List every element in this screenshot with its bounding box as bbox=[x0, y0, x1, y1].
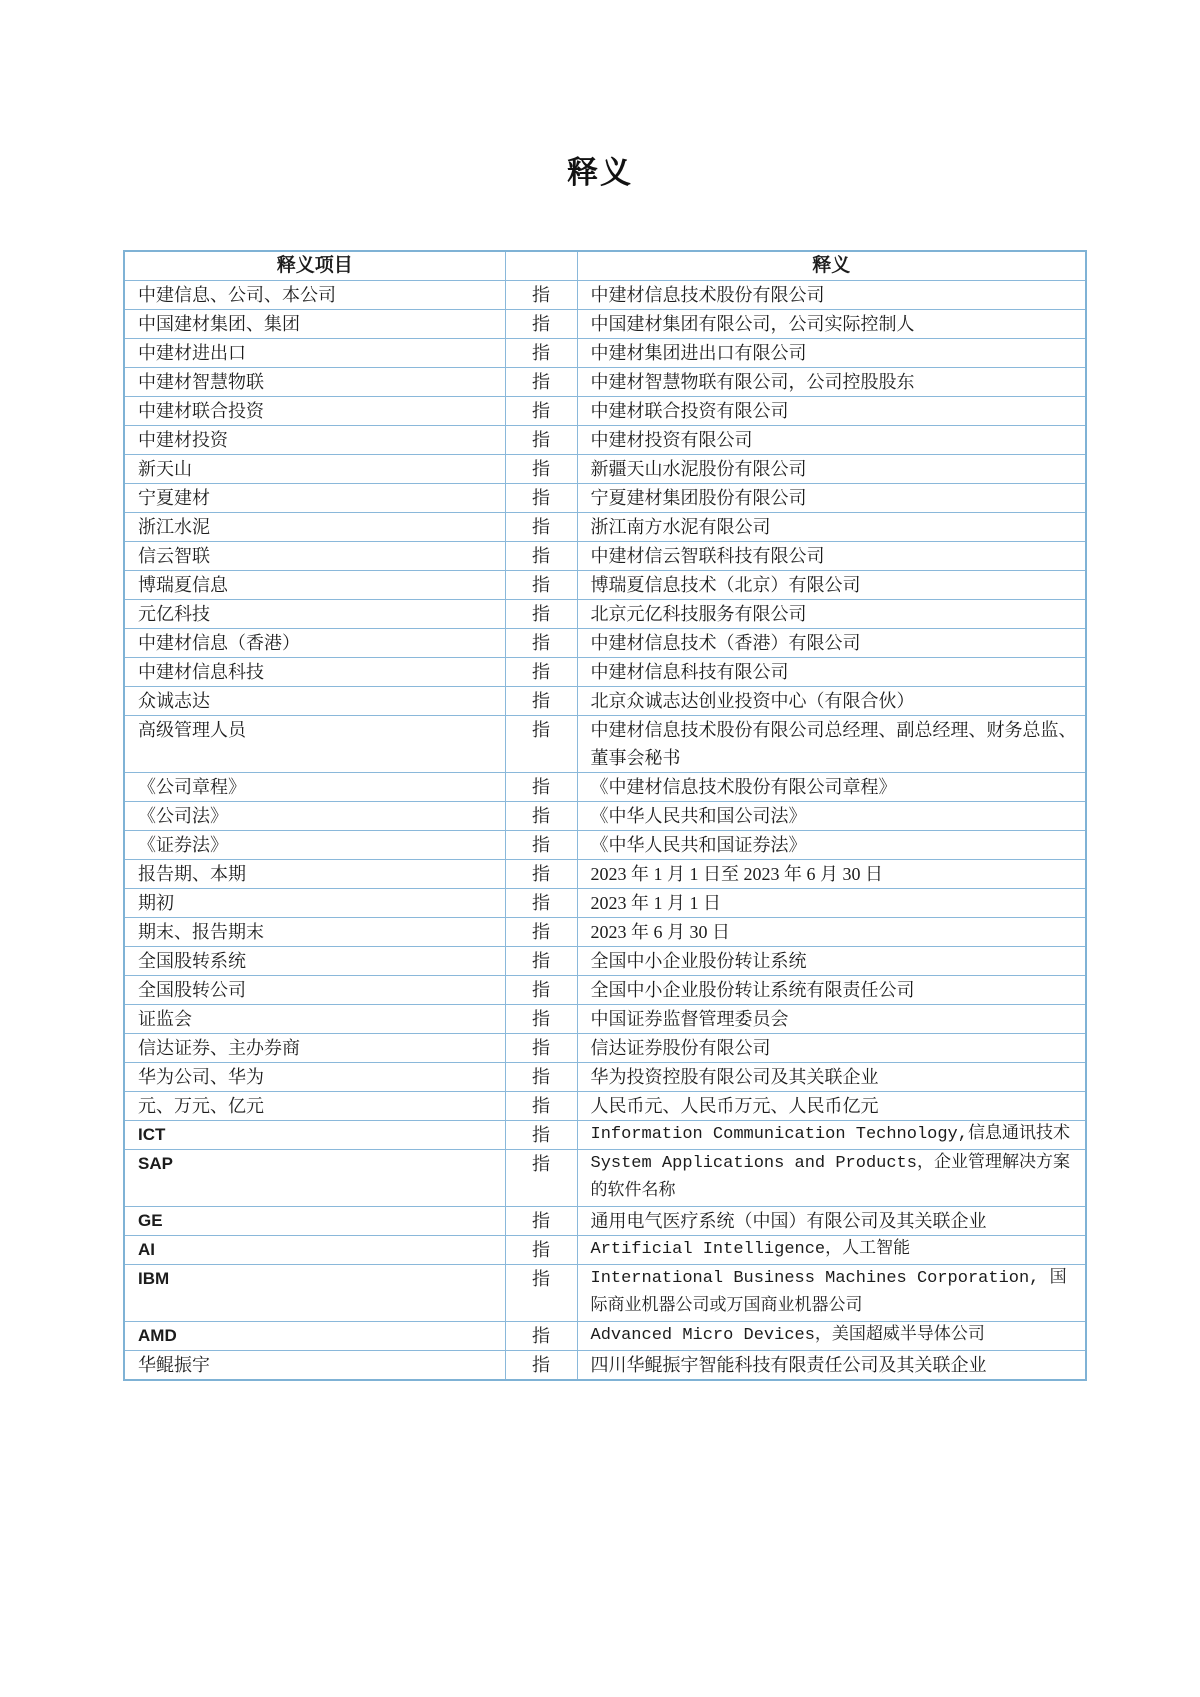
definition-text-cell: 中建材信息科技有限公司 bbox=[577, 658, 1086, 687]
definition-text-cell: 新疆天山水泥股份有限公司 bbox=[577, 455, 1086, 484]
definition-text-cell: 全国中小企业股份转让系统 bbox=[577, 947, 1086, 976]
definition-text-cell: International Business Machines Corporation, 国际商业机器公司或万国商业机器公司 bbox=[577, 1265, 1086, 1322]
table-row bbox=[124, 802, 1086, 831]
refers-to-cell: 指 bbox=[505, 802, 577, 831]
definition-item-cell: ICT bbox=[124, 1121, 505, 1150]
table-row bbox=[124, 600, 1086, 629]
definition-item-cell: 中建材进出口 bbox=[124, 339, 505, 368]
definition-item-cell: 元、万元、亿元 bbox=[124, 1092, 505, 1121]
definition-item-cell: 《公司法》 bbox=[124, 802, 505, 831]
definition-text-cell: 中建材智慧物联有限公司，公司控股股东 bbox=[577, 368, 1086, 397]
table-row bbox=[124, 484, 1086, 513]
definition-item-cell: 高级管理人员 bbox=[124, 716, 505, 773]
definition-text-cell: 华为投资控股有限公司及其关联企业 bbox=[577, 1063, 1086, 1092]
table-row bbox=[124, 310, 1086, 339]
table-row bbox=[124, 687, 1086, 716]
refers-to-cell: 指 bbox=[505, 1121, 577, 1150]
definition-item-cell: 中建材投资 bbox=[124, 426, 505, 455]
header-definition-column: 释义 bbox=[577, 251, 1086, 281]
definition-item-cell: 全国股转公司 bbox=[124, 976, 505, 1005]
definition-item-cell: 中建材信息（香港） bbox=[124, 629, 505, 658]
refers-to-cell: 指 bbox=[505, 1034, 577, 1063]
table-row bbox=[124, 976, 1086, 1005]
table-row bbox=[124, 1150, 1086, 1207]
refers-to-cell: 指 bbox=[505, 426, 577, 455]
table-row bbox=[124, 1207, 1086, 1236]
definition-item-cell: 宁夏建材 bbox=[124, 484, 505, 513]
definition-item-cell: AI bbox=[124, 1236, 505, 1265]
refers-to-cell: 指 bbox=[505, 976, 577, 1005]
refers-to-cell: 指 bbox=[505, 310, 577, 339]
header-row bbox=[124, 251, 1086, 281]
definition-item-cell: 中建材智慧物联 bbox=[124, 368, 505, 397]
definitions-table-body bbox=[124, 281, 1086, 1381]
refers-to-cell: 指 bbox=[505, 600, 577, 629]
definition-text-cell: 北京众诚志达创业投资中心（有限合伙） bbox=[577, 687, 1086, 716]
definition-item-cell: 信达证券、主办券商 bbox=[124, 1034, 505, 1063]
definition-text-cell: 中建材信息技术（香港）有限公司 bbox=[577, 629, 1086, 658]
definition-item-cell: 证监会 bbox=[124, 1005, 505, 1034]
definitions-table-header bbox=[124, 251, 1086, 281]
refers-to-cell: 指 bbox=[505, 860, 577, 889]
refers-to-cell: 指 bbox=[505, 484, 577, 513]
definition-text-cell: 人民币元、人民币万元、人民币亿元 bbox=[577, 1092, 1086, 1121]
refers-to-cell: 指 bbox=[505, 658, 577, 687]
refers-to-cell: 指 bbox=[505, 1265, 577, 1322]
refers-to-cell: 指 bbox=[505, 339, 577, 368]
definition-item-cell: IBM bbox=[124, 1265, 505, 1322]
table-row bbox=[124, 571, 1086, 600]
table-row bbox=[124, 889, 1086, 918]
definition-text-cell: 北京元亿科技服务有限公司 bbox=[577, 600, 1086, 629]
refers-to-cell: 指 bbox=[505, 571, 577, 600]
refers-to-cell: 指 bbox=[505, 397, 577, 426]
table-row bbox=[124, 1265, 1086, 1322]
refers-to-cell: 指 bbox=[505, 773, 577, 802]
definition-text-cell: Artificial Intelligence，人工智能 bbox=[577, 1236, 1086, 1265]
definition-text-cell: 中建材信云智联科技有限公司 bbox=[577, 542, 1086, 571]
definition-item-cell: 中国建材集团、集团 bbox=[124, 310, 505, 339]
refers-to-cell: 指 bbox=[505, 1063, 577, 1092]
table-row bbox=[124, 368, 1086, 397]
definition-item-cell: 浙江水泥 bbox=[124, 513, 505, 542]
table-row bbox=[124, 918, 1086, 947]
table-row bbox=[124, 1351, 1086, 1381]
header-middle-column bbox=[505, 251, 577, 281]
refers-to-cell: 指 bbox=[505, 687, 577, 716]
definition-text-cell: 博瑞夏信息技术（北京）有限公司 bbox=[577, 571, 1086, 600]
table-row bbox=[124, 1063, 1086, 1092]
refers-to-cell: 指 bbox=[505, 1150, 577, 1207]
page-title: 释义 bbox=[567, 155, 633, 190]
definition-text-cell: 中建材信息技术股份有限公司总经理、副总经理、财务总监、董事会秘书 bbox=[577, 716, 1086, 773]
definition-text-cell: System Applications and Products，企业管理解决方案的软件名称 bbox=[577, 1150, 1086, 1207]
definition-text-cell: 浙江南方水泥有限公司 bbox=[577, 513, 1086, 542]
definition-text-cell: Advanced Micro Devices，美国超威半导体公司 bbox=[577, 1322, 1086, 1351]
refers-to-cell: 指 bbox=[505, 1236, 577, 1265]
refers-to-cell: 指 bbox=[505, 1322, 577, 1351]
table-row bbox=[124, 1121, 1086, 1150]
table-row bbox=[124, 1005, 1086, 1034]
table-row bbox=[124, 455, 1086, 484]
table-row bbox=[124, 426, 1086, 455]
definition-item-cell: 期初 bbox=[124, 889, 505, 918]
definition-item-cell: 《证券法》 bbox=[124, 831, 505, 860]
definition-text-cell: 中国证券监督管理委员会 bbox=[577, 1005, 1086, 1034]
definition-item-cell: 众诚志达 bbox=[124, 687, 505, 716]
refers-to-cell: 指 bbox=[505, 918, 577, 947]
refers-to-cell: 指 bbox=[505, 1092, 577, 1121]
definition-text-cell: 中建材集团进出口有限公司 bbox=[577, 339, 1086, 368]
table-row bbox=[124, 658, 1086, 687]
definition-text-cell: 2023 年 6 月 30 日 bbox=[577, 918, 1086, 947]
definition-text-cell: 中建材投资有限公司 bbox=[577, 426, 1086, 455]
table-row bbox=[124, 339, 1086, 368]
refers-to-cell: 指 bbox=[505, 455, 577, 484]
definition-text-cell: 信达证券股份有限公司 bbox=[577, 1034, 1086, 1063]
definition-item-cell: 华鲲振宇 bbox=[124, 1351, 505, 1381]
definition-text-cell: 宁夏建材集团股份有限公司 bbox=[577, 484, 1086, 513]
table-row bbox=[124, 860, 1086, 889]
definition-text-cell: Information Communication Technology,信息通讯技术 bbox=[577, 1121, 1086, 1150]
table-row bbox=[124, 1236, 1086, 1265]
refers-to-cell: 指 bbox=[505, 368, 577, 397]
table-row bbox=[124, 1322, 1086, 1351]
definition-item-cell: 信云智联 bbox=[124, 542, 505, 571]
table-row bbox=[124, 397, 1086, 426]
refers-to-cell: 指 bbox=[505, 716, 577, 773]
refers-to-cell: 指 bbox=[505, 1207, 577, 1236]
table-row bbox=[124, 773, 1086, 802]
table-row bbox=[124, 1034, 1086, 1063]
definition-item-cell: 中建材信息科技 bbox=[124, 658, 505, 687]
definitions-table bbox=[123, 250, 1087, 1381]
definition-item-cell: 新天山 bbox=[124, 455, 505, 484]
definition-item-cell: 期末、报告期末 bbox=[124, 918, 505, 947]
table-row bbox=[124, 629, 1086, 658]
definition-text-cell: 2023 年 1 月 1 日至 2023 年 6 月 30 日 bbox=[577, 860, 1086, 889]
refers-to-cell: 指 bbox=[505, 831, 577, 860]
definition-item-cell: 报告期、本期 bbox=[124, 860, 505, 889]
refers-to-cell: 指 bbox=[505, 889, 577, 918]
definition-item-cell: 博瑞夏信息 bbox=[124, 571, 505, 600]
definition-text-cell: 中建材联合投资有限公司 bbox=[577, 397, 1086, 426]
definition-item-cell: 《公司章程》 bbox=[124, 773, 505, 802]
refers-to-cell: 指 bbox=[505, 947, 577, 976]
definition-text-cell: 全国中小企业股份转让系统有限责任公司 bbox=[577, 976, 1086, 1005]
definition-item-cell: SAP bbox=[124, 1150, 505, 1207]
definition-text-cell: 通用电气医疗系统（中国）有限公司及其关联企业 bbox=[577, 1207, 1086, 1236]
definition-item-cell: 元亿科技 bbox=[124, 600, 505, 629]
table-row bbox=[124, 513, 1086, 542]
table-row bbox=[124, 542, 1086, 571]
definition-text-cell: 《中华人民共和国证券法》 bbox=[577, 831, 1086, 860]
definition-item-cell: 华为公司、华为 bbox=[124, 1063, 505, 1092]
definition-item-cell: AMD bbox=[124, 1322, 505, 1351]
header-item-column: 释义项目 bbox=[124, 251, 505, 281]
definition-text-cell: 中国建材集团有限公司，公司实际控制人 bbox=[577, 310, 1086, 339]
definition-item-cell: 中建信息、公司、本公司 bbox=[124, 281, 505, 310]
definition-text-cell: 《中华人民共和国公司法》 bbox=[577, 802, 1086, 831]
refers-to-cell: 指 bbox=[505, 1351, 577, 1381]
table-row bbox=[124, 716, 1086, 773]
refers-to-cell: 指 bbox=[505, 629, 577, 658]
table-row bbox=[124, 947, 1086, 976]
definition-text-cell: 中建材信息技术股份有限公司 bbox=[577, 281, 1086, 310]
refers-to-cell: 指 bbox=[505, 1005, 577, 1034]
definition-text-cell: 《中建材信息技术股份有限公司章程》 bbox=[577, 773, 1086, 802]
refers-to-cell: 指 bbox=[505, 281, 577, 310]
definition-text-cell: 四川华鲲振宇智能科技有限责任公司及其关联企业 bbox=[577, 1351, 1086, 1381]
definition-item-cell: 中建材联合投资 bbox=[124, 397, 505, 426]
refers-to-cell: 指 bbox=[505, 513, 577, 542]
table-row bbox=[124, 831, 1086, 860]
definition-item-cell: GE bbox=[124, 1207, 505, 1236]
definition-item-cell: 全国股转系统 bbox=[124, 947, 505, 976]
table-row bbox=[124, 1092, 1086, 1121]
definition-text-cell: 2023 年 1 月 1 日 bbox=[577, 889, 1086, 918]
refers-to-cell: 指 bbox=[505, 542, 577, 571]
table-row bbox=[124, 281, 1086, 310]
